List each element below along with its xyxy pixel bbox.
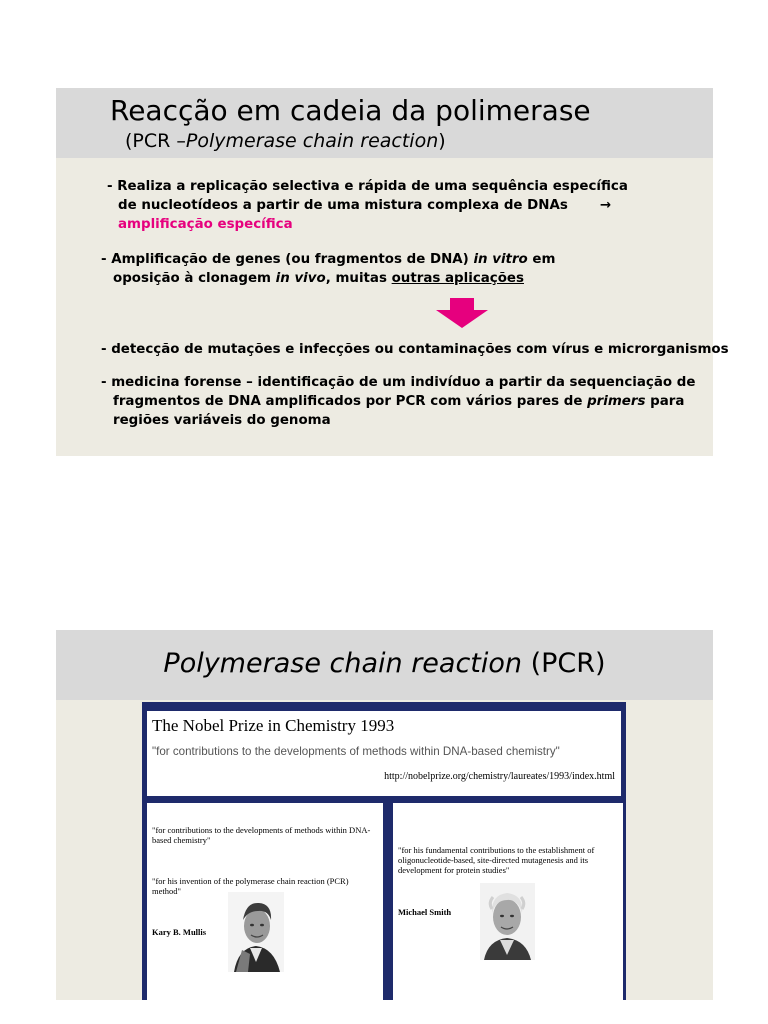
nobel-url: http://nobelprize.org/chemistry/laureates/1993/index.html (384, 771, 615, 782)
mullis-quote-2: "for his invention of the polymerase chain reaction (PCR) method" (152, 876, 349, 896)
right-arrow-icon: → (599, 198, 612, 213)
subtitle-italic: Polymerase chain reaction (185, 130, 439, 152)
nobel-quote: "for contributions to the developments of methods within DNA-based chemistry" (152, 745, 560, 758)
bullet-replication-line2-text: de nucleotídeos a partir de uma mistura complexa de DNAs (118, 198, 568, 213)
bullet-gene-amplification (101, 250, 555, 288)
specific-amplification-label: amplificação específica (118, 217, 293, 232)
forensic-line2-text: fragmentos de DNA amplificados por PCR com vários pares de (113, 394, 588, 409)
slide-2-header (56, 630, 713, 700)
nobel-heading: The Nobel Prize in Chemistry 1993 (152, 716, 395, 735)
slide-1-title: Reacção em cadeia da polimerase (110, 94, 591, 127)
smith-name: Michael Smith (398, 907, 452, 917)
smith-portrait-image (480, 883, 535, 960)
bullet-replication (107, 177, 628, 234)
primers-text: primers (587, 394, 646, 409)
gene-line2-mid: , muitas (325, 271, 392, 286)
mullis-portrait-image (228, 892, 284, 972)
bullet-replication-line2 (107, 196, 628, 215)
mullis-name: Kary B. Mullis (152, 927, 207, 937)
bullet-mutation-detection: - detecção de mutações e infecções ou contaminações com vírus e microrganismos (101, 342, 729, 357)
bullet-gene-line2 (101, 269, 555, 288)
other-applications-text: outras aplicações (391, 271, 524, 286)
forensic-line1: - medicina forense – identificação de um indivíduo a partir da sequenciação de (101, 375, 696, 390)
bullet-gene-line1 (101, 250, 555, 269)
bullet-forensic (101, 373, 695, 430)
slide-1-header (56, 88, 713, 158)
in-vitro-text: in vitro (473, 252, 528, 267)
gene-line2-text: oposição à clonagem (113, 271, 276, 286)
slide-2-title-rest: (PCR) (522, 648, 606, 679)
gene-line1-text: - Amplificação de genes (ou fragmentos de DNA) (101, 252, 474, 267)
forensic-line2 (101, 392, 695, 411)
forensic-line2-end: para (645, 394, 685, 409)
mullis-quote-1: "for contributions to the developments of methods within DNA-based chemistry" (152, 825, 371, 845)
slide-1-subtitle (125, 130, 446, 152)
slide-2-title-italic: Polymerase chain reaction (163, 648, 523, 679)
laureate-smith-panel (393, 803, 623, 1000)
bullet-replication-line1: - Realiza a replicação selectiva e rápida de uma sequência específica (107, 179, 628, 194)
smith-quote: "for his fundamental contributions to the establishment of oligonucleotide-based, site-directed mutagenesis and its development for protein studies" (398, 845, 595, 875)
slide-2 (56, 630, 713, 1000)
subtitle-open: (PCR – (125, 130, 186, 152)
nobel-prize-figure (142, 702, 626, 1000)
arrow-down-icon (436, 298, 488, 328)
in-vivo-text: in vivo (275, 271, 326, 286)
laureate-mullis-panel (147, 803, 383, 1000)
forensic-line3: regiões variáveis do genoma (113, 413, 331, 428)
slide-1 (56, 88, 729, 456)
nobel-header-box (147, 711, 621, 796)
subtitle-close: ) (438, 130, 446, 152)
slide-2-title (56, 648, 713, 679)
gene-line1-end: em (527, 252, 556, 267)
